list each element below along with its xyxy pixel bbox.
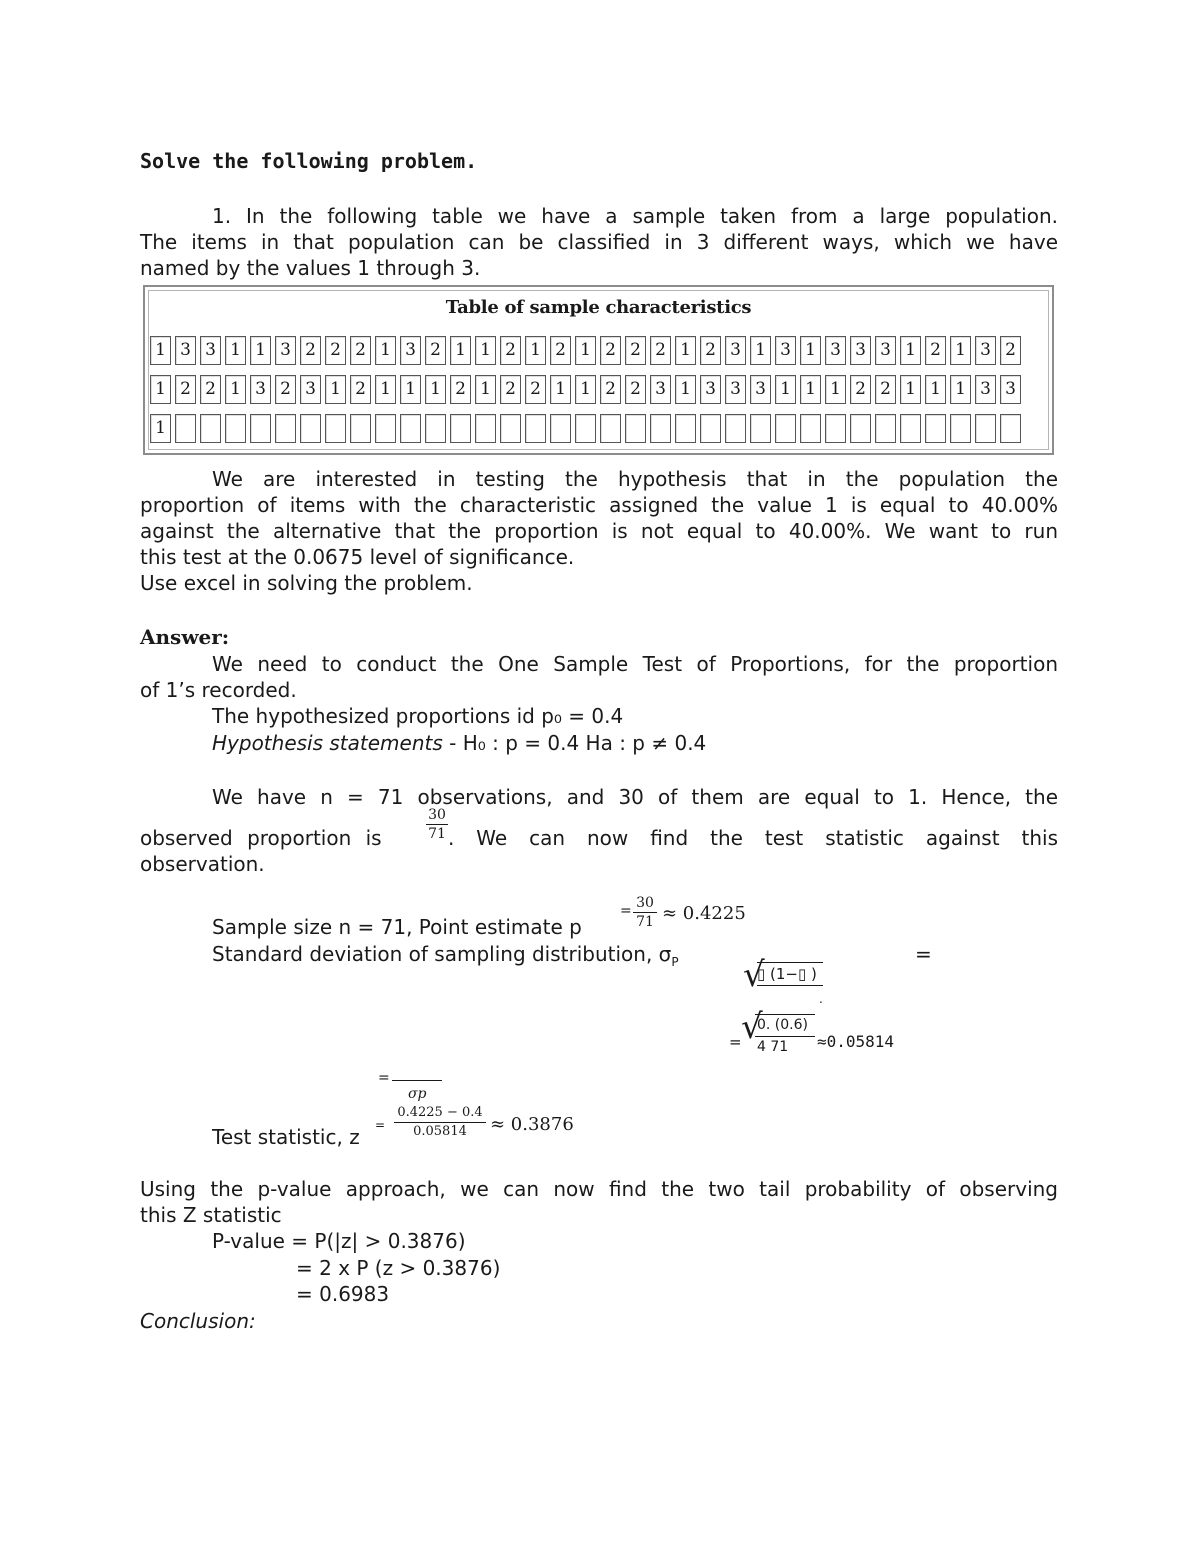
table-cell: 1 — [475, 375, 496, 404]
z-approx: ≈ 0.3876 — [490, 1114, 574, 1135]
point-estimate-eq: = — [620, 903, 632, 919]
z-eq-2: = — [375, 1118, 386, 1132]
table-cell: 1 — [525, 336, 546, 365]
table-cell — [450, 414, 471, 443]
hypothesis-line-4: this test at the 0.0675 level of significance. — [140, 545, 575, 569]
point-estimate-fraction — [633, 894, 657, 931]
table-cell: 2 — [350, 336, 371, 365]
table-cell — [675, 414, 696, 443]
observed-fraction-den: 71 — [428, 826, 446, 842]
table-cell: 1 — [900, 336, 921, 365]
page-heading: Solve the following problem. — [140, 149, 478, 173]
table-cell: 3 — [1000, 375, 1021, 404]
point-estimate-den: 71 — [636, 914, 654, 930]
table-cell: 1 — [575, 375, 596, 404]
table-cell — [250, 414, 271, 443]
table-cell: 1 — [925, 375, 946, 404]
z-numerator: 0.4225 − 0.4 — [394, 1104, 486, 1123]
table-cell — [300, 414, 321, 443]
table-cell: 2 — [1000, 336, 1021, 365]
pvalue-line-1: Using the p-value approach, we can now find the two tail probability of observing — [140, 1177, 1058, 1201]
table-cell: 1 — [475, 336, 496, 365]
table-cell: 2 — [175, 375, 196, 404]
table-cell: 3 — [400, 336, 421, 365]
pvalue-step-3: = 0.6983 — [296, 1282, 390, 1306]
table-cell: 1 — [800, 336, 821, 365]
table-title: Table of sample characteristics — [445, 297, 752, 318]
table-cell: 1 — [375, 375, 396, 404]
table-cell — [350, 414, 371, 443]
table-cell: 1 — [150, 414, 171, 443]
z-eq: = — [378, 1070, 390, 1086]
hypothesis-line-5: Use excel in solving the problem. — [140, 571, 473, 595]
hypothesis-line-3: against the alternative that the proportion is not equal to 40.00%. We want to run — [140, 519, 1058, 543]
table-cell — [600, 414, 621, 443]
observed-fraction — [426, 806, 448, 843]
table-cell — [875, 414, 896, 443]
sd-subscript: P — [671, 955, 679, 969]
sqrt-bar — [755, 1014, 815, 1015]
table-cell: 2 — [300, 336, 321, 365]
table-cell: 1 — [750, 336, 771, 365]
table-cell: 1 — [950, 336, 971, 365]
z-sigma: σp — [408, 1086, 427, 1102]
table-cell — [200, 414, 221, 443]
observations-line-2a: observed proportion is — [140, 826, 382, 850]
pvalue-line-2: this Z statistic — [140, 1203, 282, 1227]
sd-line — [212, 941, 679, 975]
observations-line-2b: . We can now find the test statistic against this — [448, 826, 1058, 850]
table-cell: 3 — [200, 336, 221, 365]
point-estimate-approx: ≈ 0.4225 — [662, 903, 746, 924]
table-cell: 2 — [850, 375, 871, 404]
table-cell: 2 — [875, 375, 896, 404]
answer-line-1: We need to conduct the One Sample Test of Proportions, for the proportion — [212, 652, 1058, 676]
table-cell: 1 — [325, 375, 346, 404]
sd-approx: ≈0.05814 — [817, 1032, 895, 1051]
table-cell: 2 — [600, 336, 621, 365]
observations-line-1: We have n = 71 observations, and 30 of them are equal to 1. Hence, the — [212, 785, 1058, 809]
table-cell: 3 — [725, 336, 746, 365]
z-fraction — [394, 1104, 486, 1141]
problem-line-3: named by the values 1 through 3. — [140, 256, 481, 280]
table-cell — [725, 414, 746, 443]
hypothesized-proportion: The hypothesized proportions id p₀ = 0.4 — [212, 704, 624, 728]
problem-line-1: 1. In the following table we have a sample taken from a large population. — [212, 204, 1058, 228]
table-cell: 1 — [225, 375, 246, 404]
answer-label: Answer: — [140, 625, 230, 649]
table-cell: 3 — [975, 336, 996, 365]
table-cell: 3 — [300, 375, 321, 404]
table-cell: 2 — [500, 375, 521, 404]
table-cell — [700, 414, 721, 443]
table-cell: 2 — [650, 336, 671, 365]
table-cell: 3 — [850, 336, 871, 365]
sd-label: Standard deviation of sampling distribution, σ — [212, 942, 672, 966]
table-cell — [775, 414, 796, 443]
z-denominator: 0.05814 — [413, 1124, 467, 1139]
table-cell — [425, 414, 446, 443]
table-cell — [650, 414, 671, 443]
point-estimate-num: 30 — [633, 894, 657, 913]
sd-formula-bar — [757, 985, 823, 986]
table-cell — [525, 414, 546, 443]
sd-formula: ▯ (1−▯ ) — [757, 965, 817, 983]
sd-numerator: 0. (0.6) — [757, 1017, 808, 1033]
observed-fraction-num: 30 — [426, 806, 448, 825]
table-cell — [475, 414, 496, 443]
table-cell: 1 — [675, 375, 696, 404]
table-cell — [275, 414, 296, 443]
table-cell — [1000, 414, 1021, 443]
pvalue-step-2: = 2 x P (z > 0.3876) — [296, 1256, 501, 1280]
table-cell — [900, 414, 921, 443]
table-cell: 3 — [725, 375, 746, 404]
sd-dot: . — [819, 992, 823, 1006]
table-cell — [325, 414, 346, 443]
hypothesis-line-2: proportion of items with the characteristic assigned the value 1 is equal to 40.00% — [140, 493, 1058, 517]
table-cell: 3 — [825, 336, 846, 365]
table-cell — [750, 414, 771, 443]
observations-line-3: observation. — [140, 852, 265, 876]
table-cell: 1 — [375, 336, 396, 365]
table-cell — [950, 414, 971, 443]
problem-line-2: The items in that population can be classified in 3 different ways, which we have — [140, 230, 1058, 254]
table-cell — [625, 414, 646, 443]
table-cell: 1 — [775, 375, 796, 404]
hypothesis-statements-label: Hypothesis statements — [212, 731, 443, 755]
table-cell — [575, 414, 596, 443]
table-cell: 1 — [225, 336, 246, 365]
table-cell: 1 — [550, 375, 571, 404]
table-cell: 3 — [975, 375, 996, 404]
table-cell: 2 — [200, 375, 221, 404]
table-cell — [975, 414, 996, 443]
answer-line-2: of 1’s recorded. — [140, 678, 297, 702]
sqrt-icon: √ — [743, 955, 765, 995]
table-cell: 2 — [925, 336, 946, 365]
table-cell: 3 — [650, 375, 671, 404]
table-cell: 2 — [700, 336, 721, 365]
table-cell: 1 — [675, 336, 696, 365]
table-cell: 1 — [450, 336, 471, 365]
table-cell: 1 — [900, 375, 921, 404]
table-cell — [225, 414, 246, 443]
observed-proportion-prefix — [140, 825, 382, 851]
table-cell: 2 — [600, 375, 621, 404]
table-cell: 2 — [350, 375, 371, 404]
table-cell: 1 — [400, 375, 421, 404]
table-cell: 2 — [325, 336, 346, 365]
table-cell: 1 — [250, 336, 271, 365]
hypothesis-statements-text: - H₀ : p = 0.4 Ha : p ≠ 0.4 — [442, 731, 707, 755]
table-cell: 2 — [625, 336, 646, 365]
table-row — [150, 336, 1021, 365]
table-cell: 1 — [150, 336, 171, 365]
sd-equals-2: = — [729, 1033, 742, 1051]
table-cell: 3 — [250, 375, 271, 404]
table-cell — [375, 414, 396, 443]
table-cell — [800, 414, 821, 443]
table-cell — [550, 414, 571, 443]
hypothesis-statements — [212, 730, 706, 756]
table-row — [150, 414, 1021, 443]
table-cell: 2 — [550, 336, 571, 365]
sqrt-bar — [757, 962, 823, 963]
conclusion-label: Conclusion: — [140, 1309, 256, 1333]
table-cell: 3 — [775, 336, 796, 365]
table-cell: 2 — [275, 375, 296, 404]
test-statistic-label: Test statistic, z — [212, 1125, 360, 1149]
table-cell — [500, 414, 521, 443]
table-cell: 2 — [500, 336, 521, 365]
table-row — [150, 375, 1021, 404]
z-bar — [392, 1080, 442, 1081]
hypothesis-line-1: We are interested in testing the hypothesis that in the population the — [212, 467, 1058, 491]
table-cell: 2 — [625, 375, 646, 404]
table-cell: 1 — [575, 336, 596, 365]
table-cell — [925, 414, 946, 443]
pvalue-step-1: P-value = P(|z| > 0.3876) — [212, 1229, 466, 1253]
table-cell: 3 — [700, 375, 721, 404]
table-cell: 1 — [150, 375, 171, 404]
table-cell — [400, 414, 421, 443]
sd-fraction-bar — [755, 1036, 815, 1037]
sd-equals: = — [915, 942, 932, 966]
table-cell — [825, 414, 846, 443]
sd-denominator: 4 71 — [757, 1039, 789, 1055]
table-cell: 1 — [800, 375, 821, 404]
table-cell: 3 — [875, 336, 896, 365]
sample-table — [143, 285, 1054, 455]
table-cell: 2 — [525, 375, 546, 404]
table-cell: 3 — [175, 336, 196, 365]
table-cell: 3 — [750, 375, 771, 404]
table-cell — [850, 414, 871, 443]
sample-size-line: Sample size n = 71, Point estimate p — [212, 915, 582, 939]
table-cell: 3 — [275, 336, 296, 365]
table-cell: 2 — [450, 375, 471, 404]
table-cell: 1 — [825, 375, 846, 404]
table-cell: 1 — [950, 375, 971, 404]
sqrt-icon: √ — [741, 1007, 763, 1047]
table-cell — [175, 414, 196, 443]
table-cell: 2 — [425, 336, 446, 365]
table-cell: 1 — [425, 375, 446, 404]
